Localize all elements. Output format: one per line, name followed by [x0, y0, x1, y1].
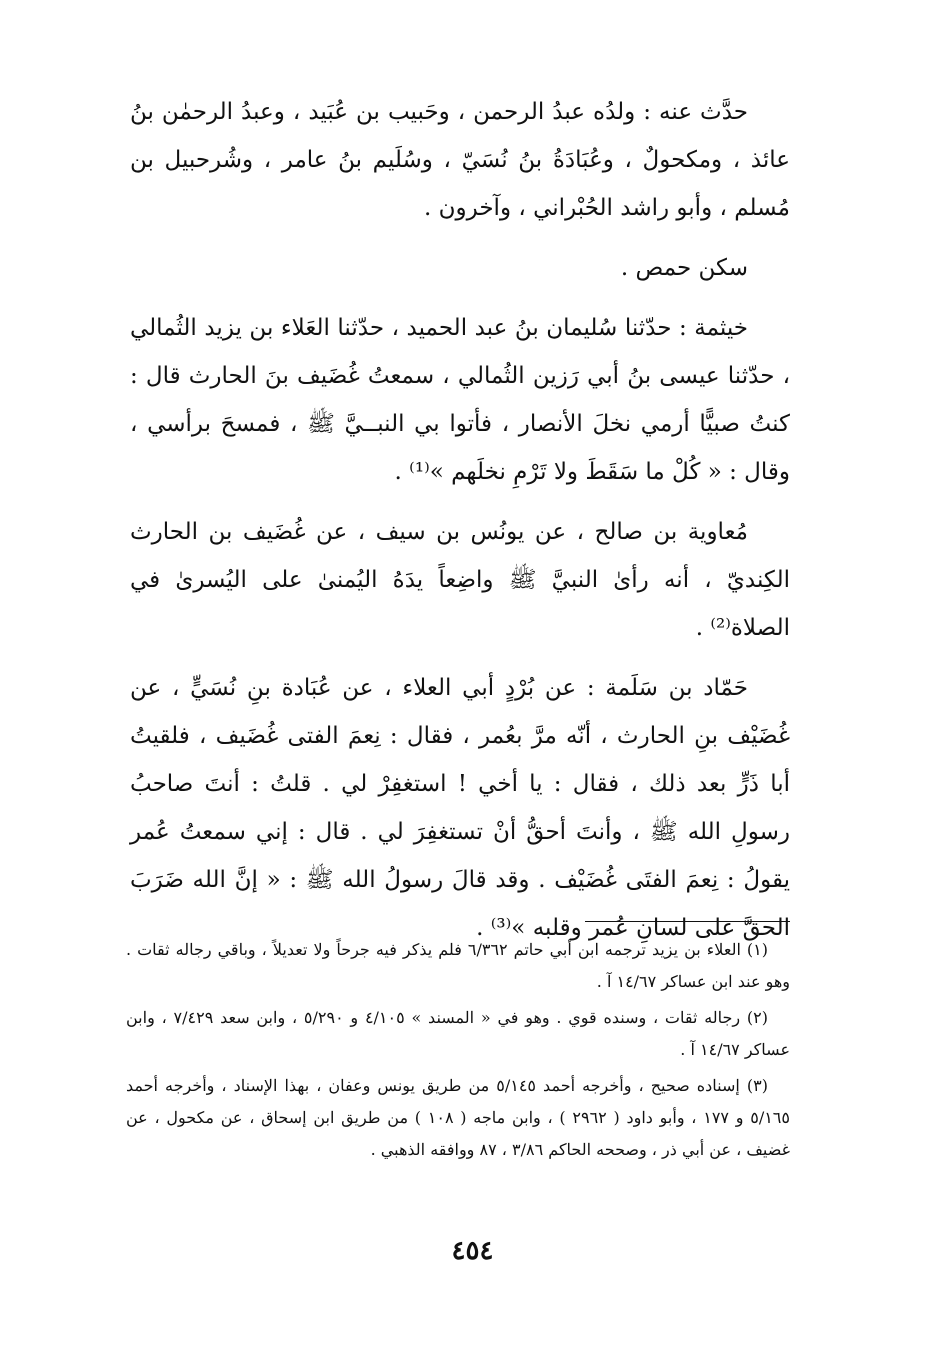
paragraph-narrators: حدَّث عنه : ولدُه عبدُ الرحمن ، وحَبيب بن عُبَيد ، وعبدُ الرحمٰن بنُ عائذ ، ومكحولٌ ، وعُبَادَةُ بنُ نُسَيّ ، وسُلَيم بنُ عامر ، وشُرحبيل بن مُسلم ، وأبو راشد الحُبْراني ، وآخرون . — [130, 99, 790, 221]
footnotes — [126, 934, 790, 1170]
paragraph-residence: سكن حمص . — [620, 255, 748, 281]
main-text — [130, 88, 790, 964]
paragraph-khaythama-hadith: خيثمة : حدّثنا سُليمان بنُ عبد الحميد ، حدّثنا العَلاء بن يزيد الثُمالي ، حدّثنا عيسى بنُ أبي رَزين الثُمالي ، سمعتُ غُضَيف بنَ الحارث قال : كنتُ صبيًّا أرمي نخلَ الأنصار ، فأتوا بي النبــيَّ ﷺ ، فمسحَ برأسي ، وقال : « كُلْ ما سَقَطَ ولا تَرْمِ نخلَهم »⁽¹⁾ . — [130, 315, 790, 485]
paragraph-muawiya-hadith: مُعاوية بن صالح ، عن يونُس بن سيف ، عن غُضَيف بن الحارث الكِنديّ ، أنه رأىٰ النبيَّ ﷺ واضِعاً يدَهُ اليُمنىٰ على اليُسرىٰ في الصلاة⁽²⁾ . — [130, 519, 790, 641]
footnote-3: (٣) إسناده صحيح ، وأخرجه أحمد ٥/١٤٥ من طريق يونس وعفان ، بهذا الإسناد ، وأخرجه أحمد ٥/١٦٥ و ١٧٧ ، وأبو داود ( ٢٩٦٢ ) ، وابن ماجه ( ١٠٨ ) من طريق ابن إسحاق ، عن مكحول ، عن غضيف ، عن أبي ذر ، وصححه الحاكم ٣/٨٦ ، ٨٧ ووافقه الذهبي . — [126, 1076, 790, 1159]
footnote-divider — [585, 921, 790, 922]
page-number: ٤٥٤ — [451, 1236, 494, 1266]
footnote-1: (١) العلاء بن يزيد ترجمه ابن أبي حاتم ٦/٣٦٢ فلم يذكر فيه جرحاً ولا تعديلاً ، وباقي رجاله ثقات . وهو عند ابن عساكر ١٤/٦٧ آ . — [126, 940, 790, 991]
paragraph-hammad-hadith: حَمّاد بن سَلَمة : عن بُرْدٍ أبي العلاء ، عن عُبَادة بنِ نُسَيٍّ ، عن غُضَيْف بنِ الحارث ، أنّه مرَّ بعُمر ، فقال : نِعمَ الفتى غُضَيف ، فلقيتُ أبا ذَرٍّ بعد ذلك ، فقال : يا أخي ! استغفِرْ لي . قلتُ : أنتَ صاحبُ رسولِ الله ﷺ ، وأنتَ أحقُّ أنْ تستغفِرَ لي . قال : إني سمعتُ عُمر يقولُ : نِعمَ الفتَى غُضَيْف . وقد قالَ رسولُ الله ﷺ : « إنَّ الله ضَرَبَ الحقَّ على لسانِ عُمر وقلبه »⁽³⁾ . — [130, 675, 790, 941]
footnote-2: (٢) رجاله ثقات ، وسنده قوي . وهو في « المسند » ٤/١٠٥ و ٥/٢٩٠ ، وابن سعد ٧/٤٢٩ ، وابن عساكر ١٤/٦٧ آ . — [126, 1008, 790, 1059]
